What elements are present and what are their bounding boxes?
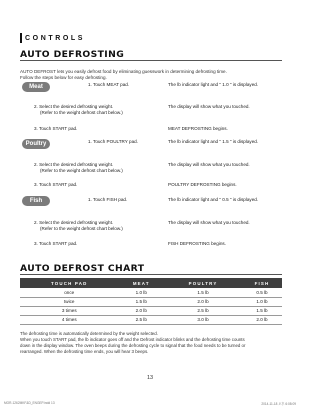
poultry-step-1: 1. Touch POULTRY pad. (88, 139, 138, 144)
poultry-step-2: 2. Select the desired defrosting weight. (34, 162, 114, 167)
table-cell: 2.5 lb (164, 306, 242, 315)
fish-result-3: FISH DEFROSTING begins. (168, 241, 226, 246)
table-row (20, 306, 282, 315)
meat-pad-badge: Meat (22, 82, 50, 92)
poultry-result-3: POULTRY DEFROSTING begins. (168, 182, 237, 187)
defrost-note (20, 331, 284, 355)
column-header: MEAT (118, 278, 164, 288)
table-cell: 2.0 lb (118, 306, 164, 315)
intro-line: Follow the steps below for easy defrosting. (20, 75, 107, 81)
note-line: The defrosting time is automatically determined by the weight selected. (20, 331, 158, 336)
table-cell: 0.5 lb (242, 288, 282, 297)
table-cell: 2.5 lb (118, 315, 164, 324)
fish-result-2: The display will show what you touched. (168, 220, 250, 225)
note-line: rearranged. When the defrosting time ends, you will hear 3 beeps. (20, 348, 149, 354)
poultry-step-2-note: (Refer to the weight defrost chart below.) (40, 168, 123, 173)
table-cell: 2.0 lb (242, 315, 282, 324)
table-cell: 1.0 lb (242, 297, 282, 306)
section-label: CONTROLS (25, 34, 86, 42)
fish-step-3: 3. Touch START pad. (34, 241, 78, 246)
table-cell: once (20, 288, 118, 297)
fish-result-1: The lb indicator light and " 0.5 " is displayed. (168, 197, 259, 202)
defrost-chart-table (20, 278, 282, 325)
note-line: down in the display window. The oven beeps during the defrosting cycle to signal that the food needs to be turned or (20, 342, 246, 348)
meat-step-2-note: (Refer to the weight defrost chart below.) (40, 110, 123, 115)
chart-title-divider (20, 274, 282, 275)
column-header: TOUCH PAD (20, 278, 118, 288)
table-cell: twice (20, 297, 118, 306)
table-row (20, 288, 282, 297)
footer-file-name: MOR-1262MKF&D_ENGEP.indd 13 (4, 401, 55, 405)
meat-result-3: MEAT DEFROSTING begins. (168, 126, 228, 131)
footer-timestamp: 2014-11-18 오후 6:08:09 (261, 402, 296, 406)
table-cell: 1.0 lb (118, 288, 164, 297)
fish-step-2: 2. Select the desired defrosting weight. (34, 220, 114, 225)
meat-result-1: The lb indicator light and " 1.0 " is displayed. (168, 82, 259, 87)
fish-pad-badge: Fish (22, 196, 50, 206)
intro-line: AUTO DEFROST lets you easily defrost food by eliminating guesswork in determining defrosting time. (20, 69, 227, 74)
table-cell: 3.0 lb (164, 315, 242, 324)
table-cell: 2.0 lb (164, 297, 242, 306)
fish-step-1: 1. Touch FISH pad. (88, 197, 128, 202)
meat-result-2: The display will show what you touched. (168, 104, 250, 109)
meat-step-1: 1. Touch MEAT pad. (88, 82, 130, 87)
table-header-row (20, 278, 282, 288)
table-cell: 4 times (20, 315, 118, 324)
table-cell: 1.5 lb (164, 288, 242, 297)
note-line: When you touch START pad, the lb indicator goes off and the Defrost indicator blinks and the defrosting time counts (20, 336, 245, 342)
table-row (20, 315, 282, 324)
column-header: FISH (242, 278, 282, 288)
auto-defrosting-title: AUTO DEFROSTING (20, 49, 125, 60)
poultry-step-3: 3. Touch START pad. (34, 182, 78, 187)
table-cell: 1.5 lb (118, 297, 164, 306)
column-header: POULTRY (164, 278, 242, 288)
table-cell: 1.5 lb (242, 306, 282, 315)
poultry-result-1: The lb indicator light and " 1.5 " is displayed. (168, 139, 259, 144)
print-footer (4, 401, 296, 406)
table-cell: 3 times (20, 306, 118, 315)
page-number: 13 (146, 375, 154, 381)
table-row (20, 297, 282, 306)
auto-defrost-chart-title: AUTO DEFROST CHART (20, 263, 145, 274)
meat-step-2: 2. Select the desired defrosting weight. (34, 104, 114, 109)
fish-step-2-note: (Refer to the weight defrost chart below.) (40, 226, 123, 231)
meat-step-3: 3. Touch START pad. (34, 126, 78, 131)
poultry-pad-badge: Poultry (22, 139, 50, 149)
poultry-result-2: The display will show what you touched. (168, 162, 250, 167)
